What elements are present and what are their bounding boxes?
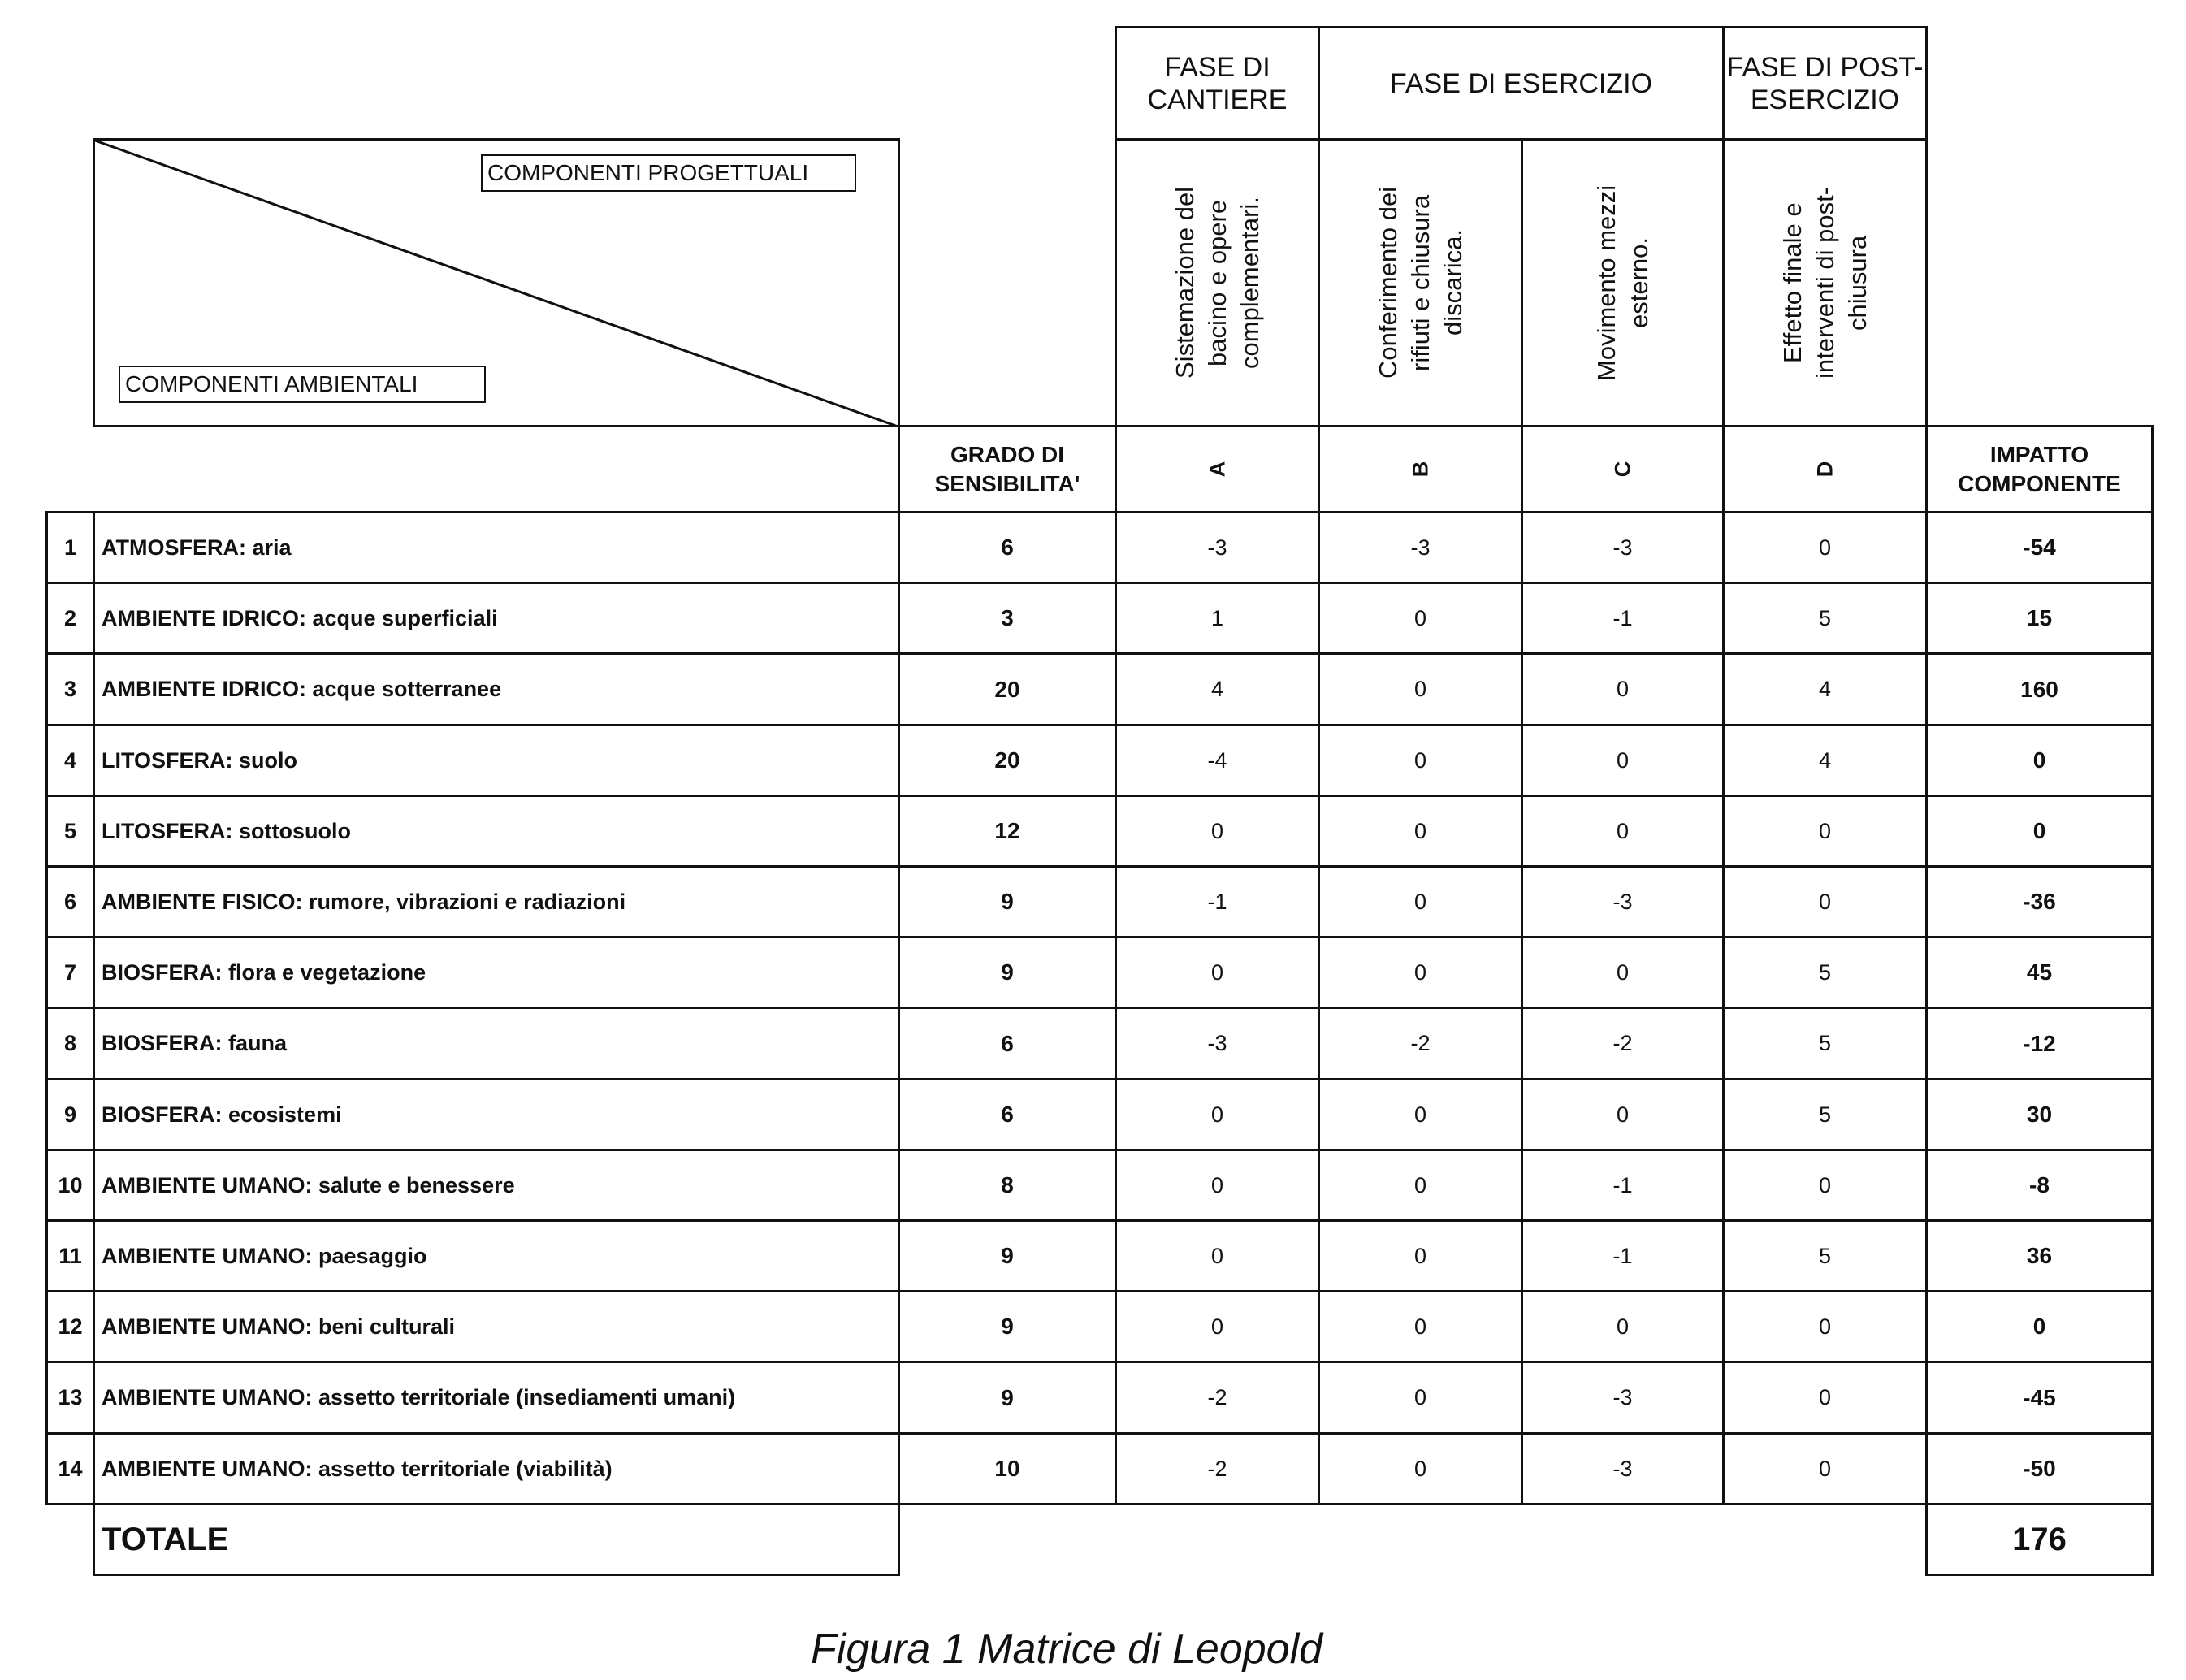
row-value-b: 0 xyxy=(1413,1314,1427,1339)
row-value-c: 0 xyxy=(1616,747,1630,773)
row-value-c-cell xyxy=(1521,1007,1725,1080)
row-value-c-cell xyxy=(1521,1219,1725,1292)
row-number: 13 xyxy=(58,1385,83,1409)
impact-header xyxy=(1925,425,2154,513)
row-value-d: 0 xyxy=(1818,818,1832,843)
row-value-c-cell xyxy=(1521,582,1725,655)
row-impact: 30 xyxy=(2026,1102,2053,1127)
row-number: 5 xyxy=(63,818,77,843)
phase-esercizio-label: FASE DI ESERCIZIO xyxy=(1389,67,1653,99)
row-value-b-cell xyxy=(1318,1078,1523,1151)
row-value-d: 4 xyxy=(1818,747,1832,773)
row-impact: 36 xyxy=(2026,1243,2053,1268)
row-value-d-cell xyxy=(1722,511,1928,584)
row-value-b: 0 xyxy=(1413,1172,1427,1197)
row-label: LITOSFERA: sottosuolo xyxy=(102,818,351,843)
row-label: ATMOSFERA: aria xyxy=(102,535,292,560)
row-impact: -50 xyxy=(2023,1456,2056,1481)
row-value-d-cell xyxy=(1722,1007,1928,1080)
row-label-cell xyxy=(93,511,900,584)
row-impact: 0 xyxy=(2032,818,2046,843)
row-value-a-cell xyxy=(1115,1149,1320,1222)
row-value-b-cell xyxy=(1318,511,1523,584)
row-impact: 160 xyxy=(2020,676,2058,702)
row-value-c-cell xyxy=(1521,1361,1725,1435)
row-value-d-cell xyxy=(1722,936,1928,1009)
row-label-cell xyxy=(93,795,900,868)
row-grade-cell xyxy=(898,1361,1117,1435)
row-value-c-cell xyxy=(1521,652,1725,726)
row-label: AMBIENTE UMANO: assetto territoriale (viabilità) xyxy=(102,1456,613,1481)
row-grade-cell xyxy=(898,1219,1117,1292)
row-value-b-cell xyxy=(1318,652,1523,726)
row-grade-cell xyxy=(898,865,1117,938)
row-impact: 0 xyxy=(2032,747,2046,773)
row-number: 2 xyxy=(63,605,77,630)
row-value-c-cell xyxy=(1521,795,1725,868)
row-number-cell xyxy=(45,652,95,726)
row-impact-cell xyxy=(1925,795,2154,868)
phase-esercizio xyxy=(1318,26,1725,141)
letter-d: D xyxy=(1812,461,1837,478)
row-value-a-cell xyxy=(1115,795,1320,868)
row-value-a: -1 xyxy=(1207,889,1227,914)
row-impact-cell xyxy=(1925,511,2154,584)
row-value-a-cell xyxy=(1115,1290,1320,1363)
row-number-cell xyxy=(45,795,95,868)
row-value-c: -2 xyxy=(1612,1031,1633,1055)
row-value-a-cell xyxy=(1115,1361,1320,1435)
row-value-d: 0 xyxy=(1818,535,1832,560)
row-impact: -54 xyxy=(2023,535,2056,560)
row-number: 4 xyxy=(63,747,77,773)
row-label: AMBIENTE UMANO: beni culturali xyxy=(102,1314,456,1339)
row-value-c-cell xyxy=(1521,724,1725,797)
row-label-cell xyxy=(93,1432,900,1505)
row-value-b-cell xyxy=(1318,936,1523,1009)
row-label: BIOSFERA: fauna xyxy=(102,1031,288,1055)
row-impact: -45 xyxy=(2023,1384,2056,1410)
row-value-a: 0 xyxy=(1210,818,1224,843)
row-value-d: 5 xyxy=(1818,959,1832,985)
row-value-d-cell xyxy=(1722,1290,1928,1363)
row-value-a-cell xyxy=(1115,1219,1320,1292)
total-value: 176 xyxy=(2012,1521,2067,1557)
row-value-d: 0 xyxy=(1818,1314,1832,1339)
row-label-cell xyxy=(93,936,900,1009)
row-grade-cell xyxy=(898,511,1117,584)
row-impact: -36 xyxy=(2023,889,2056,914)
row-value-d-cell xyxy=(1722,1432,1928,1505)
row-grade-cell xyxy=(898,1432,1117,1505)
row-value-d: 5 xyxy=(1818,1243,1832,1268)
row-value-a: 0 xyxy=(1210,1314,1224,1339)
row-grade: 6 xyxy=(1001,535,1014,560)
row-label: AMBIENTE UMANO: assetto territoriale (insediamenti umani) xyxy=(102,1385,736,1409)
row-number: 8 xyxy=(63,1031,77,1055)
row-value-a: 4 xyxy=(1210,677,1224,701)
row-value-c: 0 xyxy=(1616,818,1630,843)
row-grade: 9 xyxy=(1001,1384,1014,1410)
row-value-a: -4 xyxy=(1207,747,1227,773)
row-value-c: -1 xyxy=(1612,605,1633,630)
row-value-b: 0 xyxy=(1413,605,1427,630)
row-grade-cell xyxy=(898,1290,1117,1363)
row-value-c: 0 xyxy=(1616,959,1630,985)
row-value-d: 4 xyxy=(1818,677,1832,701)
letter-d-cell xyxy=(1722,425,1928,513)
row-value-b: -2 xyxy=(1410,1031,1431,1055)
row-label: LITOSFERA: suolo xyxy=(102,747,297,773)
row-value-c-cell xyxy=(1521,865,1725,938)
row-label-cell xyxy=(93,1290,900,1363)
row-grade: 12 xyxy=(994,818,1020,843)
row-value-c: 0 xyxy=(1616,1314,1630,1339)
row-value-a: 0 xyxy=(1210,1243,1224,1268)
row-number-cell xyxy=(45,582,95,655)
component-a-description xyxy=(1115,138,1320,427)
row-value-a: 0 xyxy=(1210,1102,1224,1127)
row-impact-cell xyxy=(1925,1432,2154,1505)
row-label: AMBIENTE FISICO: rumore, vibrazioni e radiazioni xyxy=(102,889,626,914)
row-label: AMBIENTE UMANO: salute e benessere xyxy=(102,1172,515,1197)
row-number-cell xyxy=(45,511,95,584)
row-impact: 0 xyxy=(2032,1314,2046,1339)
phase-cantiere-label: FASE DI CANTIERE xyxy=(1147,51,1288,115)
row-value-c: -3 xyxy=(1612,889,1633,914)
row-value-c-cell xyxy=(1521,936,1725,1009)
row-value-b: 0 xyxy=(1413,818,1427,843)
row-label-cell xyxy=(93,1007,900,1080)
row-value-a-cell xyxy=(1115,724,1320,797)
row-impact-cell xyxy=(1925,865,2154,938)
component-b-text: Conferimento dei rifiuti e chiusura discarica. xyxy=(1373,186,1467,379)
row-value-c-cell xyxy=(1521,1290,1725,1363)
row-value-a-cell xyxy=(1115,582,1320,655)
row-grade: 6 xyxy=(1001,1030,1014,1056)
row-value-c-cell xyxy=(1521,1078,1725,1151)
row-value-a: 0 xyxy=(1210,959,1224,985)
row-number-cell xyxy=(45,1078,95,1151)
phase-post-esercizio-label: FASE DI POST-ESERCIZIO xyxy=(1726,51,1924,115)
row-value-b-cell xyxy=(1318,1432,1523,1505)
sensitivity-header xyxy=(898,425,1117,513)
letter-a-cell xyxy=(1115,425,1320,513)
row-value-d: 0 xyxy=(1818,889,1832,914)
row-value-d: 0 xyxy=(1818,1172,1832,1197)
row-grade: 9 xyxy=(1001,1314,1014,1339)
row-grade-cell xyxy=(898,1007,1117,1080)
row-value-a-cell xyxy=(1115,1078,1320,1151)
row-number: 14 xyxy=(58,1456,83,1481)
row-value-d-cell xyxy=(1722,795,1928,868)
row-number: 6 xyxy=(63,889,77,914)
row-value-d-cell xyxy=(1722,1149,1928,1222)
project-components-label: COMPONENTI PROGETTUALI xyxy=(481,154,856,192)
row-value-c-cell xyxy=(1521,1432,1725,1505)
row-grade: 8 xyxy=(1001,1172,1014,1197)
row-number: 10 xyxy=(58,1172,83,1197)
row-value-a-cell xyxy=(1115,936,1320,1009)
row-value-b: 0 xyxy=(1413,1102,1427,1127)
row-label-cell xyxy=(93,1361,900,1435)
row-number-cell xyxy=(45,1361,95,1435)
row-number-cell xyxy=(45,936,95,1009)
row-value-d: 5 xyxy=(1818,1102,1832,1127)
component-c-text: Movimento mezzi esterno. xyxy=(1591,184,1653,381)
row-grade: 6 xyxy=(1001,1102,1014,1127)
row-value-d-cell xyxy=(1722,1219,1928,1292)
letter-c: C xyxy=(1610,461,1634,478)
row-value-c: -3 xyxy=(1612,535,1633,560)
row-value-d-cell xyxy=(1722,582,1928,655)
phase-cantiere xyxy=(1115,26,1320,141)
row-grade: 10 xyxy=(994,1456,1020,1481)
row-grade: 20 xyxy=(994,676,1020,702)
total-value-cell xyxy=(1925,1503,2154,1576)
component-c-description xyxy=(1521,138,1725,427)
row-value-a: -3 xyxy=(1207,535,1227,560)
row-grade-cell xyxy=(898,936,1117,1009)
row-value-c: -3 xyxy=(1612,1385,1633,1409)
component-d-description xyxy=(1722,138,1928,427)
row-value-a: -2 xyxy=(1207,1385,1227,1409)
row-label-cell xyxy=(93,1078,900,1151)
row-label: BIOSFERA: flora e vegetazione xyxy=(102,959,426,985)
row-grade-cell xyxy=(898,1078,1117,1151)
letter-b-cell xyxy=(1318,425,1523,513)
row-impact-cell xyxy=(1925,1361,2154,1435)
row-impact-cell xyxy=(1925,1078,2154,1151)
row-label: AMBIENTE IDRICO: acque sotterranee xyxy=(102,677,502,701)
row-value-b-cell xyxy=(1318,795,1523,868)
row-label-cell xyxy=(93,865,900,938)
row-number-cell xyxy=(45,1219,95,1292)
row-value-b: 0 xyxy=(1413,1243,1427,1268)
row-impact: 45 xyxy=(2026,959,2053,985)
row-impact: 15 xyxy=(2026,605,2053,630)
impact-header-text: IMPATTO COMPONENTE xyxy=(1958,441,2121,496)
row-grade-cell xyxy=(898,724,1117,797)
row-label-cell xyxy=(93,1149,900,1222)
row-number-cell xyxy=(45,724,95,797)
row-value-d-cell xyxy=(1722,865,1928,938)
row-grade-cell xyxy=(898,582,1117,655)
row-value-b-cell xyxy=(1318,1290,1523,1363)
row-number-cell xyxy=(45,1149,95,1222)
row-value-a-cell xyxy=(1115,511,1320,584)
row-label-cell xyxy=(93,582,900,655)
row-number: 7 xyxy=(63,959,77,985)
row-value-a: 0 xyxy=(1210,1172,1224,1197)
row-value-b-cell xyxy=(1318,1149,1523,1222)
row-number: 12 xyxy=(58,1314,83,1339)
row-value-b-cell xyxy=(1318,865,1523,938)
letter-c-cell xyxy=(1521,425,1725,513)
row-value-b: 0 xyxy=(1413,677,1427,701)
row-grade: 9 xyxy=(1001,1243,1014,1268)
row-impact-cell xyxy=(1925,724,2154,797)
row-label-cell xyxy=(93,652,900,726)
row-value-c-cell xyxy=(1521,1149,1725,1222)
row-value-d-cell xyxy=(1722,652,1928,726)
row-impact-cell xyxy=(1925,1219,2154,1292)
row-label-cell xyxy=(93,1219,900,1292)
total-label-cell xyxy=(93,1503,900,1576)
row-number: 9 xyxy=(63,1102,77,1127)
row-label: AMBIENTE UMANO: paesaggio xyxy=(102,1243,427,1268)
row-value-d: 5 xyxy=(1818,1031,1832,1055)
row-number-cell xyxy=(45,1007,95,1080)
row-label: AMBIENTE IDRICO: acque superficiali xyxy=(102,605,498,630)
row-grade: 9 xyxy=(1001,889,1014,914)
row-value-b-cell xyxy=(1318,1219,1523,1292)
row-number: 3 xyxy=(63,677,77,701)
letter-a: A xyxy=(1205,461,1229,478)
row-value-b-cell xyxy=(1318,724,1523,797)
row-grade: 20 xyxy=(994,747,1020,773)
row-value-a: -2 xyxy=(1207,1456,1227,1481)
row-value-a-cell xyxy=(1115,1007,1320,1080)
row-number: 1 xyxy=(63,535,77,560)
row-value-a-cell xyxy=(1115,865,1320,938)
row-impact-cell xyxy=(1925,1149,2154,1222)
row-number: 11 xyxy=(58,1243,82,1268)
row-value-b: 0 xyxy=(1413,747,1427,773)
sensitivity-header-text: GRADO DI SENSIBILITA' xyxy=(934,441,1080,496)
row-value-a-cell xyxy=(1115,652,1320,726)
row-value-d-cell xyxy=(1722,1078,1928,1151)
row-number-cell xyxy=(45,865,95,938)
row-impact-cell xyxy=(1925,936,2154,1009)
row-value-d-cell xyxy=(1722,724,1928,797)
row-value-b: 0 xyxy=(1413,889,1427,914)
row-number-cell xyxy=(45,1290,95,1363)
row-value-b: 0 xyxy=(1413,1456,1427,1481)
component-a-text: Sistemazione del bacino e opere complementari. xyxy=(1170,186,1264,379)
row-value-d-cell xyxy=(1722,1361,1928,1435)
row-grade-cell xyxy=(898,652,1117,726)
row-impact-cell xyxy=(1925,582,2154,655)
row-grade-cell xyxy=(898,1149,1117,1222)
row-impact-cell xyxy=(1925,1007,2154,1080)
row-value-c: 0 xyxy=(1616,1102,1630,1127)
row-value-a: 1 xyxy=(1210,605,1224,630)
row-value-b-cell xyxy=(1318,582,1523,655)
row-grade-cell xyxy=(898,795,1117,868)
component-d-text: Effetto finale e interventi di post-chiusura xyxy=(1777,186,1872,379)
row-impact: -12 xyxy=(2023,1030,2056,1056)
row-label: BIOSFERA: ecosistemi xyxy=(102,1102,342,1127)
row-impact-cell xyxy=(1925,1290,2154,1363)
row-value-c: -3 xyxy=(1612,1456,1633,1481)
row-value-b-cell xyxy=(1318,1007,1523,1080)
row-value-a: -3 xyxy=(1207,1031,1227,1055)
row-value-b: 0 xyxy=(1413,959,1427,985)
letter-b: B xyxy=(1408,461,1432,478)
environmental-components-label: COMPONENTI AMBIENTALI xyxy=(119,366,486,403)
row-grade: 9 xyxy=(1001,959,1014,985)
row-value-a-cell xyxy=(1115,1432,1320,1505)
row-value-c: -1 xyxy=(1612,1243,1633,1268)
row-value-c: 0 xyxy=(1616,677,1630,701)
row-value-d: 0 xyxy=(1818,1385,1832,1409)
figure-caption: Figura 1 Matrice di Leopold xyxy=(810,1626,1323,1673)
row-impact: -8 xyxy=(2029,1172,2050,1197)
row-value-c: -1 xyxy=(1612,1172,1633,1197)
row-impact-cell xyxy=(1925,652,2154,726)
row-value-b: 0 xyxy=(1413,1385,1427,1409)
row-grade: 3 xyxy=(1001,605,1014,630)
row-value-c-cell xyxy=(1521,511,1725,584)
row-number-cell xyxy=(45,1432,95,1505)
row-value-b-cell xyxy=(1318,1361,1523,1435)
component-b-description xyxy=(1318,138,1523,427)
row-value-b: -3 xyxy=(1410,535,1431,560)
row-label-cell xyxy=(93,724,900,797)
total-label: TOTALE xyxy=(102,1521,229,1557)
phase-post-esercizio xyxy=(1722,26,1928,141)
row-value-d: 5 xyxy=(1818,605,1832,630)
row-value-d: 0 xyxy=(1818,1456,1832,1481)
